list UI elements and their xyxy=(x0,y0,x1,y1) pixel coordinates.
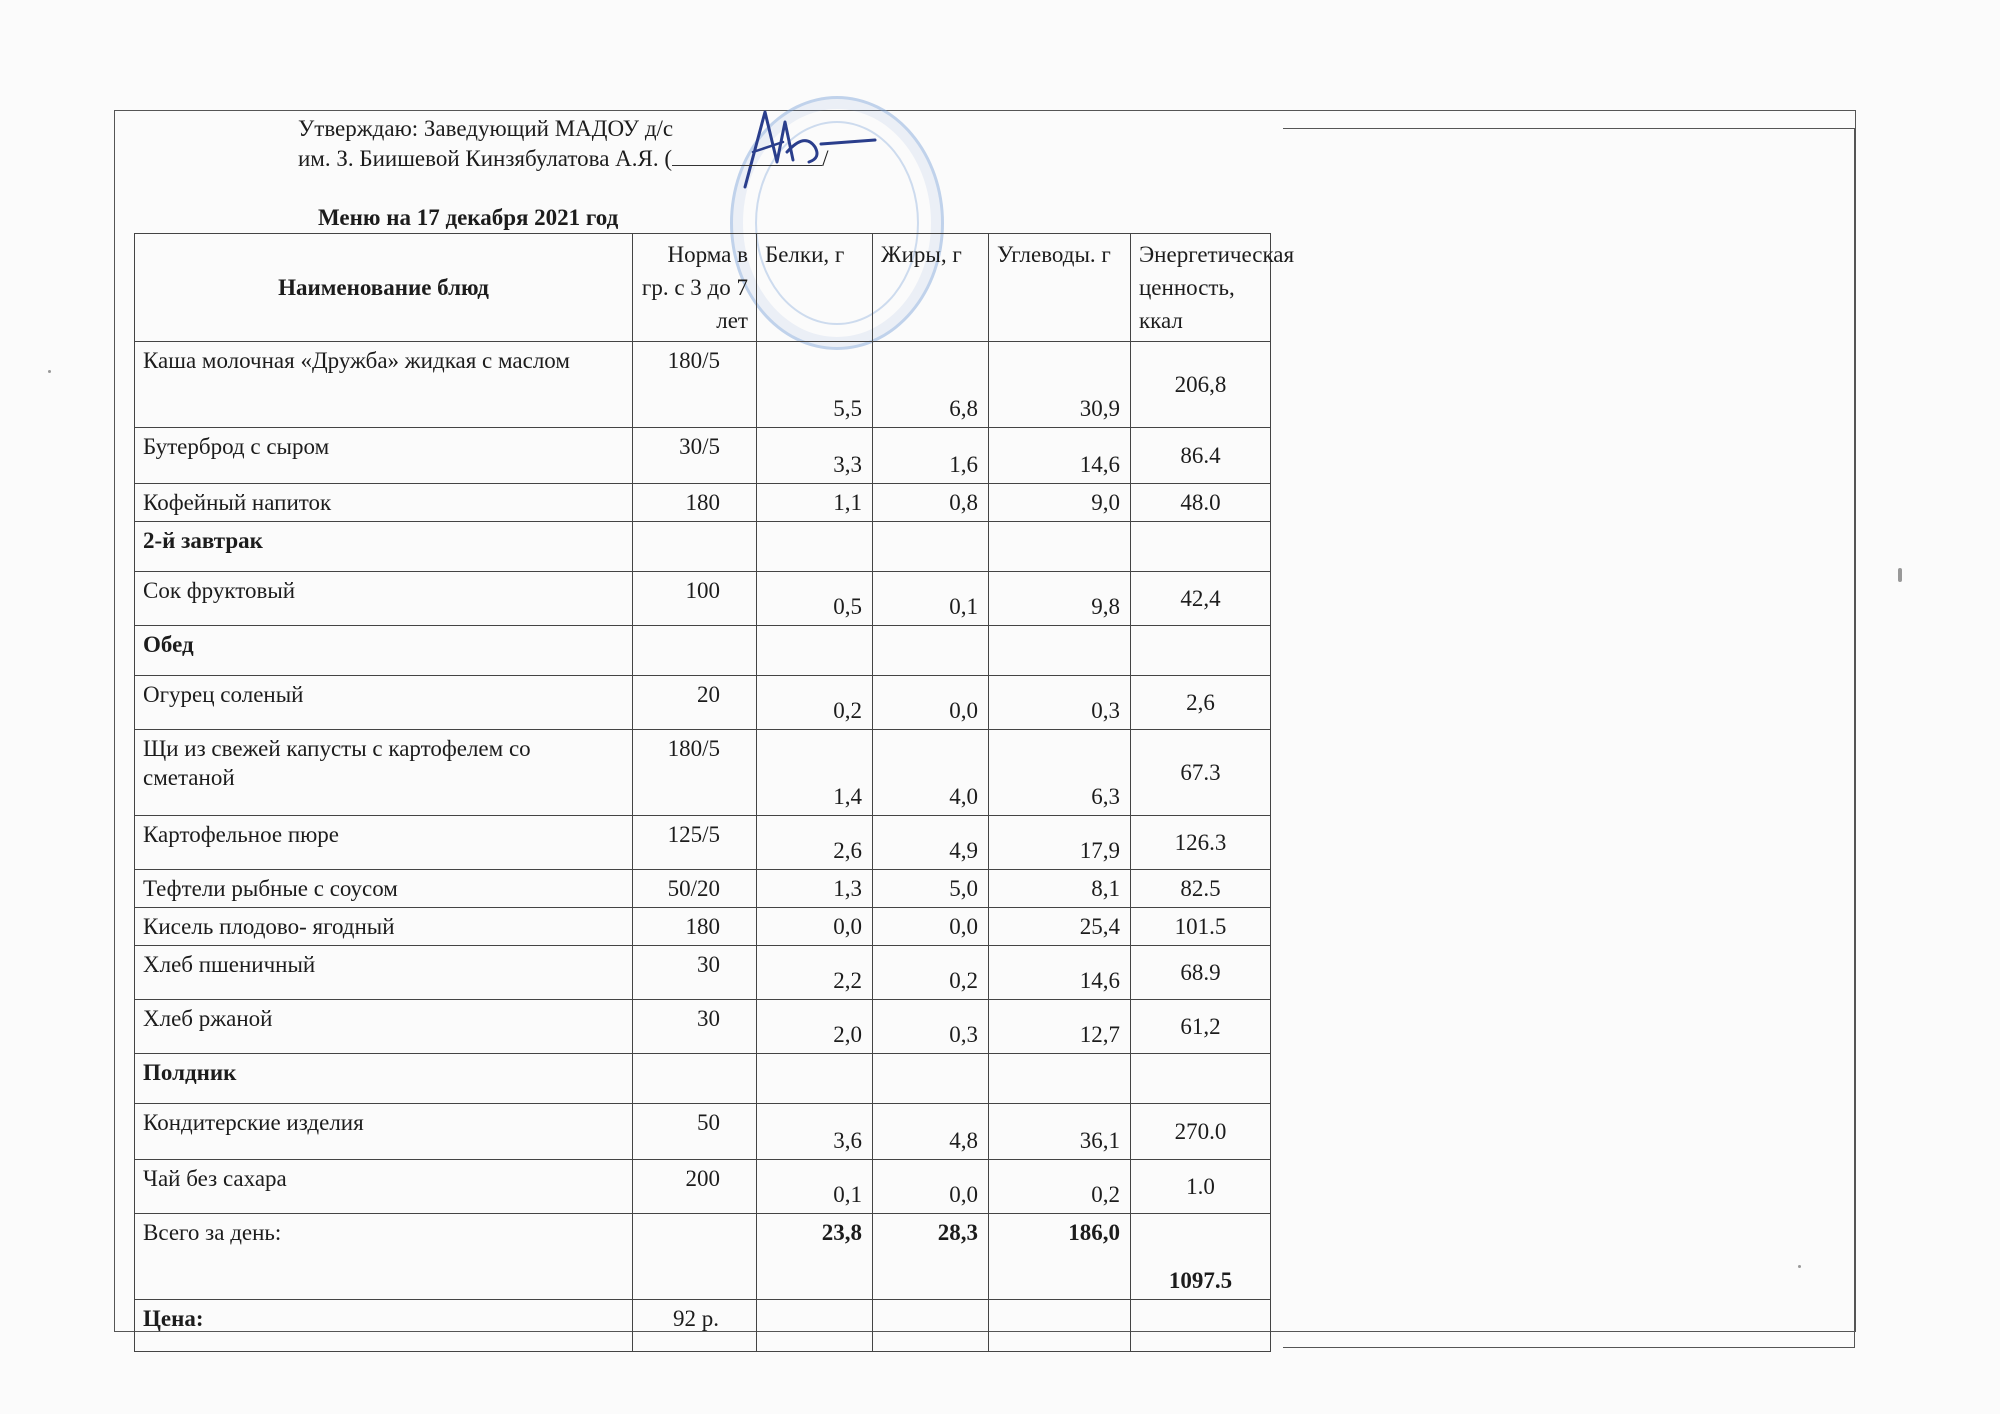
cell-protein: 0,0 xyxy=(757,908,873,946)
total-row xyxy=(135,1214,1271,1300)
right-blank-panel xyxy=(1283,128,1855,1348)
cell-carbs: 17,9 xyxy=(989,816,1131,870)
cell-carbs: 12,7 xyxy=(989,1000,1131,1054)
cell-fat: 0,8 xyxy=(873,484,989,522)
cell-name: Каша молочная «Дружба» жидкая с маслом xyxy=(135,342,633,428)
cell-norm: 50/20 xyxy=(633,870,757,908)
cell-protein: 2,0 xyxy=(757,1000,873,1054)
approval-name: им. З. Биишевой Кинзябулатова А.Я. xyxy=(298,146,659,171)
cell-name: Полдник xyxy=(135,1054,633,1104)
cell-energy: 61,2 xyxy=(1131,1000,1271,1054)
cell-carbs: 8,1 xyxy=(989,870,1131,908)
cell-norm: 180 xyxy=(633,908,757,946)
cell-protein: 0,2 xyxy=(757,676,873,730)
cell-fat: 0,1 xyxy=(873,572,989,626)
cell-name: Тефтели рыбные с соусом xyxy=(135,870,633,908)
table-row xyxy=(135,1160,1271,1214)
cell-carbs xyxy=(989,1054,1131,1104)
cell-norm: 125/5 xyxy=(633,816,757,870)
cell-carbs xyxy=(989,626,1131,676)
cell-energy: 1.0 xyxy=(1131,1160,1271,1214)
cell-fat: 4,0 xyxy=(873,730,989,816)
header-carbs: Углеводы. г xyxy=(989,234,1131,342)
header-energy: Энергетическая ценность, ккал xyxy=(1131,234,1271,342)
cell-norm: 180/5 xyxy=(633,730,757,816)
cell-energy: 82.5 xyxy=(1131,870,1271,908)
cell-norm: 92 р. xyxy=(633,1300,757,1352)
cell-norm: 180/5 xyxy=(633,342,757,428)
cell-protein: 1,3 xyxy=(757,870,873,908)
cell-energy: 101.5 xyxy=(1131,908,1271,946)
section-row xyxy=(135,1054,1271,1104)
cell-norm: 20 xyxy=(633,676,757,730)
cell-name: Хлеб пшеничный xyxy=(135,946,633,1000)
table-row xyxy=(135,730,1271,816)
table-row xyxy=(135,816,1271,870)
cell-name: 2-й завтрак xyxy=(135,522,633,572)
table-row xyxy=(135,870,1271,908)
cell-carbs: 30,9 xyxy=(989,342,1131,428)
cell-energy: 1097.5 xyxy=(1131,1214,1271,1300)
table-row xyxy=(135,484,1271,522)
section-row xyxy=(135,522,1271,572)
cell-protein: 0,5 xyxy=(757,572,873,626)
signature-line xyxy=(672,145,822,166)
table-row xyxy=(135,428,1271,484)
cell-carbs: 25,4 xyxy=(989,908,1131,946)
cell-norm xyxy=(633,1054,757,1104)
cell-energy xyxy=(1131,1054,1271,1104)
cell-name: Кондитерские изделия xyxy=(135,1104,633,1160)
cell-carbs xyxy=(989,1300,1131,1352)
cell-fat: 0,0 xyxy=(873,676,989,730)
signature-bracket-open: ( xyxy=(664,146,673,171)
cell-protein: 1,4 xyxy=(757,730,873,816)
cell-carbs: 9,8 xyxy=(989,572,1131,626)
cell-fat: 4,8 xyxy=(873,1104,989,1160)
cell-name: Сок фруктовый xyxy=(135,572,633,626)
cell-protein: 0,1 xyxy=(757,1160,873,1214)
cell-name: Картофельное пюре xyxy=(135,816,633,870)
cell-name: Щи из свежей капусты с картофелем со сметаной xyxy=(135,730,633,816)
cell-norm: 30/5 xyxy=(633,428,757,484)
cell-norm: 30 xyxy=(633,946,757,1000)
table-row xyxy=(135,1104,1271,1160)
cell-fat: 0,0 xyxy=(873,908,989,946)
cell-protein xyxy=(757,626,873,676)
cell-energy xyxy=(1131,1300,1271,1352)
cell-protein: 2,2 xyxy=(757,946,873,1000)
cell-name: Обед xyxy=(135,626,633,676)
scan-speck xyxy=(1898,568,1902,582)
cell-fat: 1,6 xyxy=(873,428,989,484)
cell-fat: 5,0 xyxy=(873,870,989,908)
table-row xyxy=(135,676,1271,730)
header-dish-name: Наименование блюд xyxy=(135,234,633,342)
cell-energy: 48.0 xyxy=(1131,484,1271,522)
cell-carbs: 186,0 xyxy=(989,1214,1131,1300)
cell-name: Хлеб ржаной xyxy=(135,1000,633,1054)
cell-carbs xyxy=(989,522,1131,572)
cell-protein: 3,6 xyxy=(757,1104,873,1160)
cell-carbs: 0,2 xyxy=(989,1160,1131,1214)
cell-fat xyxy=(873,1300,989,1352)
table-row xyxy=(135,1000,1271,1054)
menu-table-body xyxy=(135,342,1271,1352)
cell-norm: 100 xyxy=(633,572,757,626)
cell-fat xyxy=(873,1054,989,1104)
cell-energy: 67.3 xyxy=(1131,730,1271,816)
cell-name: Бутерброд с сыром xyxy=(135,428,633,484)
cell-energy: 42,4 xyxy=(1131,572,1271,626)
cell-name: Всего за день: xyxy=(135,1214,633,1300)
cell-norm: 30 xyxy=(633,1000,757,1054)
approval-block xyxy=(298,114,828,174)
approval-line-1: Утверждаю: Заведующий МАДОУ д/с xyxy=(298,116,674,141)
cell-carbs: 6,3 xyxy=(989,730,1131,816)
approval-line-2 xyxy=(298,144,828,174)
cell-carbs: 0,3 xyxy=(989,676,1131,730)
menu-title: Меню на 17 декабря 2021 год xyxy=(318,205,619,230)
cell-protein: 2,6 xyxy=(757,816,873,870)
header-fat: Жиры, г xyxy=(873,234,989,342)
cell-fat xyxy=(873,626,989,676)
cell-norm: 180 xyxy=(633,484,757,522)
price-row xyxy=(135,1300,1271,1352)
cell-energy: 86.4 xyxy=(1131,428,1271,484)
cell-protein xyxy=(757,522,873,572)
cell-protein xyxy=(757,1300,873,1352)
cell-protein: 23,8 xyxy=(757,1214,873,1300)
cell-energy: 270.0 xyxy=(1131,1104,1271,1160)
cell-norm xyxy=(633,626,757,676)
cell-protein: 5,5 xyxy=(757,342,873,428)
cell-carbs: 36,1 xyxy=(989,1104,1131,1160)
cell-fat: 28,3 xyxy=(873,1214,989,1300)
cell-name: Цена: xyxy=(135,1300,633,1352)
cell-energy xyxy=(1131,522,1271,572)
cell-energy xyxy=(1131,626,1271,676)
cell-fat: 6,8 xyxy=(873,342,989,428)
cell-norm: 200 xyxy=(633,1160,757,1214)
cell-protein: 1,1 xyxy=(757,484,873,522)
cell-fat: 0,3 xyxy=(873,1000,989,1054)
cell-fat: 0,2 xyxy=(873,946,989,1000)
table-row xyxy=(135,946,1271,1000)
cell-protein: 3,3 xyxy=(757,428,873,484)
cell-fat: 0,0 xyxy=(873,1160,989,1214)
cell-energy: 2,6 xyxy=(1131,676,1271,730)
header-norm: Норма в гр. с 3 до 7 лет xyxy=(633,234,757,342)
cell-carbs: 9,0 xyxy=(989,484,1131,522)
cell-carbs: 14,6 xyxy=(989,428,1131,484)
cell-energy: 68.9 xyxy=(1131,946,1271,1000)
scan-speck xyxy=(48,370,51,373)
signature-bracket-close: / xyxy=(822,146,829,171)
cell-norm xyxy=(633,1214,757,1300)
cell-name: Огурец соленый xyxy=(135,676,633,730)
table-row xyxy=(135,342,1271,428)
scan-speck xyxy=(1798,1265,1801,1268)
cell-fat xyxy=(873,522,989,572)
table-header-row xyxy=(135,234,1271,342)
cell-name: Кофейный напиток xyxy=(135,484,633,522)
cell-fat: 4,9 xyxy=(873,816,989,870)
cell-carbs: 14,6 xyxy=(989,946,1131,1000)
cell-norm xyxy=(633,522,757,572)
cell-name: Чай без сахара xyxy=(135,1160,633,1214)
cell-energy: 126.3 xyxy=(1131,816,1271,870)
cell-protein xyxy=(757,1054,873,1104)
menu-table xyxy=(134,233,1295,1352)
header-protein: Белки, г xyxy=(757,234,873,342)
table-row xyxy=(135,908,1271,946)
cell-energy: 206,8 xyxy=(1131,342,1271,428)
cell-name: Кисель плодово- ягодный xyxy=(135,908,633,946)
section-row xyxy=(135,626,1271,676)
cell-norm: 50 xyxy=(633,1104,757,1160)
table-row xyxy=(135,572,1271,626)
